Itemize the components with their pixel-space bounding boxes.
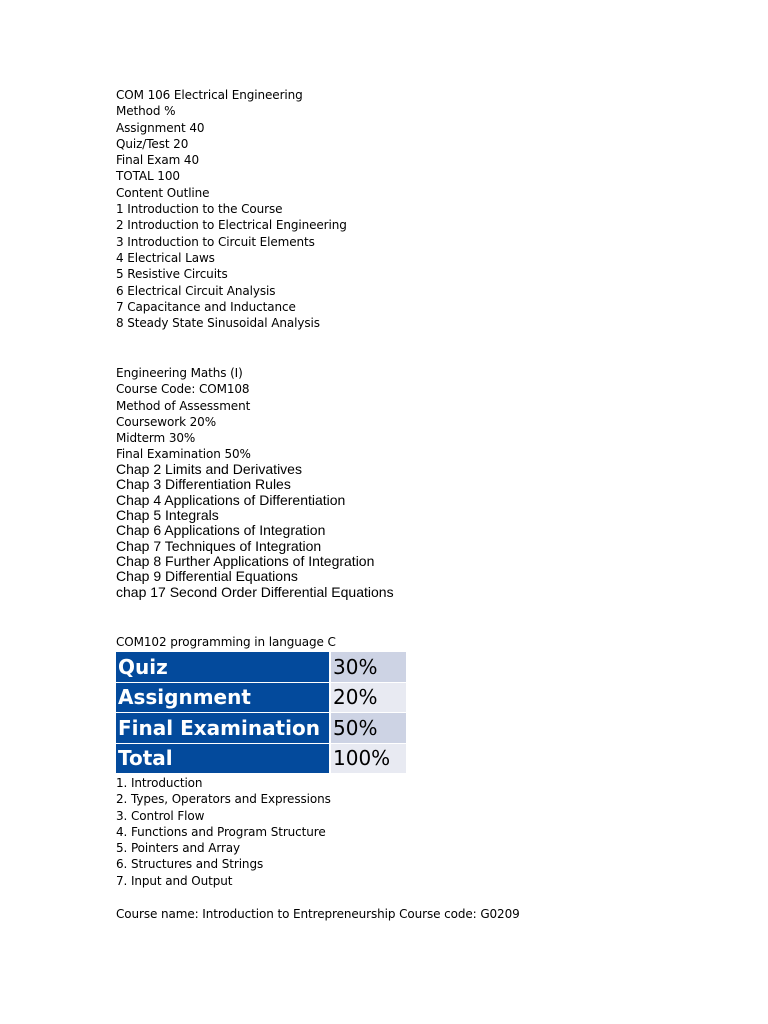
table-cell-label: Final Examination (116, 713, 331, 743)
course-title: COM 106 Electrical Engineering (116, 88, 303, 102)
text-line: Coursework 20% (116, 414, 217, 429)
table-cell-value: 30% (331, 652, 406, 682)
outline-item: 2 Introduction to Electrical Engineering (116, 218, 347, 233)
text-line: Method % (116, 104, 176, 119)
text-line: Final Examination 50% (116, 447, 251, 462)
chapter-item: Chap 3 Differentiation Rules (116, 476, 291, 493)
chapter-item: Chap 7 Techniques of Integration (116, 537, 322, 554)
outline-item: 6 Electrical Circuit Analysis (116, 283, 276, 298)
chapter-item: Chap 5 Integrals (116, 507, 219, 524)
table-cell-label: Quiz (116, 652, 331, 682)
outline-item: 5 Resistive Circuits (116, 267, 228, 282)
text-line: Assignment 40 (116, 120, 205, 135)
topic-item: 4. Functions and Program Structure (116, 824, 326, 839)
chapter-item: Chap 6 Applications of Integration (116, 522, 326, 539)
chapter-item: Chap 2 Limits and Derivatives (116, 461, 302, 477)
chapter-item: Chap 8 Further Applications of Integration (116, 553, 375, 570)
table-cell-value: 100% (331, 744, 406, 774)
course-title: COM102 programming in language C (116, 635, 336, 649)
entrepreneurship-section (116, 906, 520, 922)
table-cell-value: 50% (331, 713, 406, 743)
topic-list (116, 775, 331, 889)
topic-item: 2. Types, Operators and Expressions (116, 792, 331, 807)
outline-item: 8 Steady State Sinusoidal Analysis (116, 316, 320, 331)
chapter-item: Chap 9 Differential Equations (116, 568, 298, 585)
outline-item: 7 Capacitance and Inductance (116, 299, 296, 314)
chapter-item: Chap 4 Applications of Differentiation (116, 491, 346, 508)
topic-item: 6. Structures and Strings (116, 857, 264, 872)
course-title: Engineering Maths (I) (116, 366, 243, 380)
course-line: Course name: Introduction to Entrepreneurship Course code: G0209 (116, 907, 520, 921)
topic-item: 5. Pointers and Array (116, 841, 241, 856)
table-cell-label: Total (116, 744, 331, 774)
electrical-engineering-section (116, 87, 347, 331)
text-line: Quiz/Test 20 (116, 136, 189, 151)
assessment-table (116, 651, 406, 774)
text-line: Final Exam 40 (116, 153, 199, 168)
chapter-list (116, 462, 394, 600)
table-row (116, 652, 406, 682)
topic-item: 1. Introduction (116, 776, 203, 790)
text-line: Course Code: COM108 (116, 382, 250, 397)
text-line: TOTAL 100 (116, 169, 180, 184)
chapter-item: chap 17 Second Order Differential Equations (116, 583, 394, 600)
table-row (116, 713, 406, 743)
outline-item: 1 Introduction to the Course (116, 202, 283, 217)
topic-item: 3. Control Flow (116, 808, 205, 823)
text-line: Content Outline (116, 185, 210, 200)
table-row (116, 683, 406, 713)
outline-item: 4 Electrical Laws (116, 250, 215, 265)
table-cell-label: Assignment (116, 683, 331, 713)
programming-c-section (116, 634, 336, 650)
table-cell-value: 20% (331, 683, 406, 713)
outline-item: 3 Introduction to Circuit Elements (116, 234, 315, 249)
text-line: Midterm 30% (116, 431, 196, 446)
engineering-maths-section (116, 365, 251, 463)
text-line: Method of Assessment (116, 398, 251, 413)
table-row (116, 744, 406, 774)
topic-item: 7. Input and Output (116, 873, 233, 888)
